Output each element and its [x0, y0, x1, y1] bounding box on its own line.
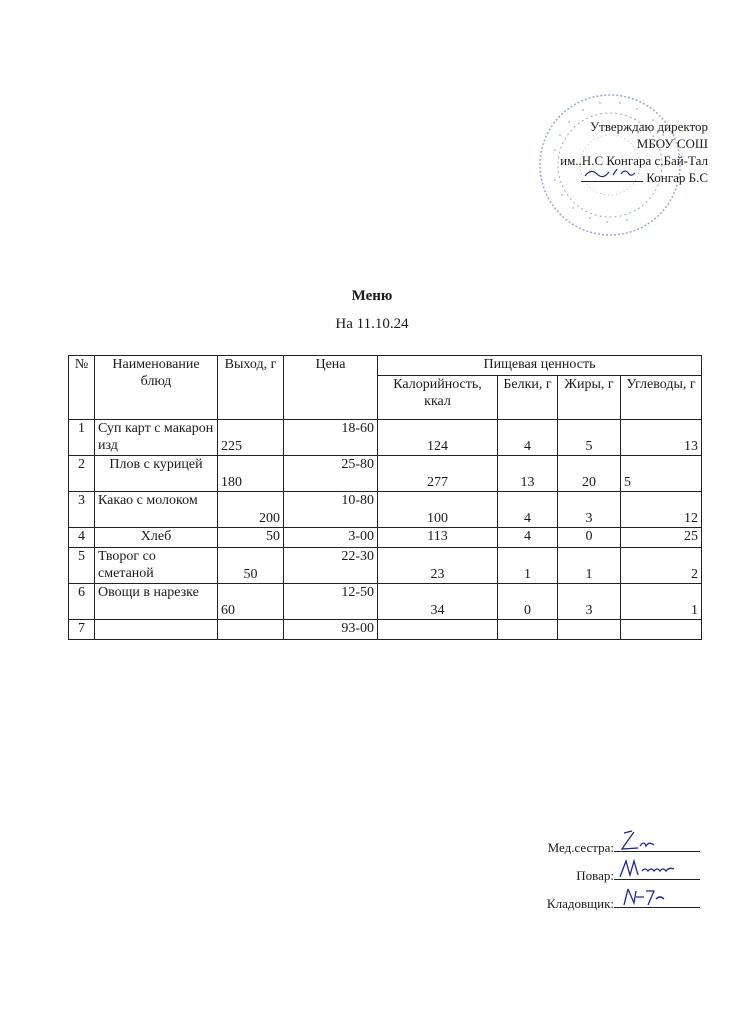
nurse-label: Мед.сестра: [547, 840, 614, 855]
director-signature-line [581, 170, 643, 182]
cell-price: 3-00 [284, 528, 378, 548]
cell-fat: 5 [558, 420, 621, 456]
approval-line-1: Утверждаю директор [589, 119, 708, 134]
header-protein: Белки, г [498, 376, 558, 420]
cell-carbs: 25 [621, 528, 702, 548]
cell-yield: 200 [218, 492, 284, 528]
table-row [69, 528, 702, 548]
cell-no: 4 [69, 528, 95, 548]
cell-name: Суп карт с макарон изд [95, 420, 218, 456]
cell-carbs: 5 [621, 456, 702, 492]
approval-line-2: МБОУ СОШ [636, 136, 708, 151]
cell-price-total: 93-00 [284, 620, 378, 640]
table-row [69, 420, 702, 456]
cell-fat: 3 [558, 492, 621, 528]
cook-signature-line [614, 865, 700, 880]
table-row [69, 584, 702, 620]
document-title: Меню [351, 288, 393, 304]
menu-table [68, 355, 702, 640]
cell-kcal: 277 [378, 456, 498, 492]
cell-price: 12-50 [284, 584, 378, 620]
header-name: Наименование блюд [95, 356, 218, 420]
cell-fat [558, 620, 621, 640]
cell-protein: 13 [498, 456, 558, 492]
cell-carbs [621, 620, 702, 640]
cell-kcal [378, 620, 498, 640]
cell-name: Какао с молоком [95, 492, 218, 528]
table-row [69, 548, 702, 584]
cell-fat: 0 [558, 528, 621, 548]
signature-block [547, 834, 700, 918]
storekeeper-signature [618, 885, 678, 909]
cell-protein: 1 [498, 548, 558, 584]
cell-fat: 1 [558, 548, 621, 584]
storekeeper-label: Кладовщик: [546, 896, 614, 911]
cell-no: 2 [69, 456, 95, 492]
cell-yield: 60 [218, 584, 284, 620]
cell-carbs: 12 [621, 492, 702, 528]
approval-line-3: им..Н.С Конгара с.Бай-Тал [560, 153, 708, 168]
storekeeper-signature-row [547, 890, 700, 918]
cell-carbs: 2 [621, 548, 702, 584]
cell-no: 7 [69, 620, 95, 640]
nurse-signature-line [614, 837, 700, 852]
cell-protein: 4 [498, 492, 558, 528]
cell-protein: 4 [498, 528, 558, 548]
cell-kcal: 113 [378, 528, 498, 548]
nurse-signature [618, 829, 678, 853]
cook-signature [618, 857, 698, 881]
cell-kcal: 100 [378, 492, 498, 528]
cell-name: Овощи в нарезке [95, 584, 218, 620]
cell-price: 25-80 [284, 456, 378, 492]
director-signature [583, 166, 641, 180]
cell-protein: 0 [498, 584, 558, 620]
menu-date: На 11.10.24 [335, 316, 409, 332]
cell-price: 10-80 [284, 492, 378, 528]
header-price: Цена [284, 356, 378, 420]
table-row [69, 492, 702, 528]
header-row [69, 356, 702, 376]
storekeeper-signature-line [614, 893, 700, 908]
cell-no: 1 [69, 420, 95, 456]
cell-price: 22-30 [284, 548, 378, 584]
cell-yield: 50 [218, 528, 284, 548]
cell-no: 5 [69, 548, 95, 584]
cell-no: 6 [69, 584, 95, 620]
cell-name: Плов с курицей [95, 456, 218, 492]
cell-name [95, 620, 218, 640]
header-nutrition: Пищевая ценность [378, 356, 702, 376]
cell-yield [218, 620, 284, 640]
header-yield: Выход, г [218, 356, 284, 420]
header-carbs: Углеводы, г [621, 376, 702, 420]
cell-yield: 180 [218, 456, 284, 492]
cell-kcal: 124 [378, 420, 498, 456]
table-row-total [69, 620, 702, 640]
cell-fat: 20 [558, 456, 621, 492]
cell-yield: 50 [218, 548, 284, 584]
header-no: № [69, 356, 95, 420]
director-name: Конгар Б.С [646, 170, 708, 185]
cell-fat: 3 [558, 584, 621, 620]
cell-yield: 225 [218, 420, 284, 456]
cell-carbs: 1 [621, 584, 702, 620]
cell-carbs: 13 [621, 420, 702, 456]
header-kcal: Калорийность, ккал [378, 376, 498, 420]
table-row [69, 456, 702, 492]
cell-price: 18-60 [284, 420, 378, 456]
cell-protein: 4 [498, 420, 558, 456]
cell-kcal: 23 [378, 548, 498, 584]
cell-no: 3 [69, 492, 95, 528]
approval-block [560, 118, 708, 186]
cell-protein [498, 620, 558, 640]
cell-name: Хлеб [95, 528, 218, 548]
header-fat: Жиры, г [558, 376, 621, 420]
cook-label: Повар: [576, 868, 614, 883]
cell-name: Творог со сметаной [95, 548, 218, 584]
cell-kcal: 34 [378, 584, 498, 620]
